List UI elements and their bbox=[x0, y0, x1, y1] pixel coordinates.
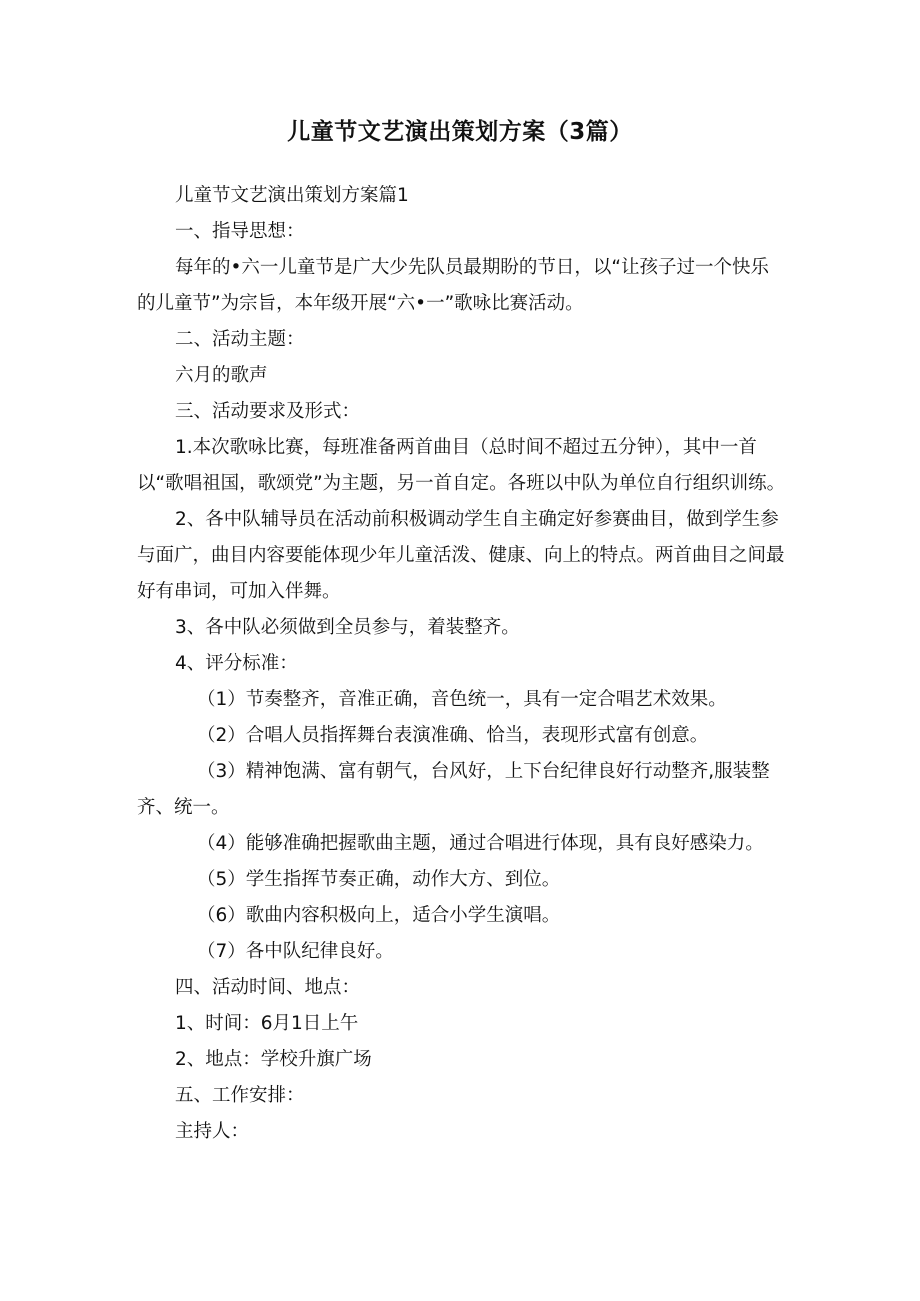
criteria-item: （1）节奏整齐，音准正确，音色统一，具有一定合唱艺术效果。 bbox=[197, 689, 727, 710]
paragraph: 2、各中队辅导员在活动前积极调动学生自主确定好参赛曲目，做到学生参与面广，曲目内容要能体现少年儿童活泼、健康、向上的特点。两首曲目之间最好有串词，可加入伴舞。 bbox=[137, 509, 785, 602]
paragraph: 2、地点：学校升旗广场 bbox=[175, 1049, 372, 1070]
criteria-item: （3）精神饱满、富有朝气，台风好，上下台纪律良好行动整齐,服装整齐、统一。 bbox=[137, 761, 770, 818]
criteria-item: （7）各中队纪律良好。 bbox=[197, 941, 394, 962]
paragraph: 一、指导思想： bbox=[175, 221, 305, 242]
paragraph: 主持人： bbox=[175, 1121, 250, 1142]
criteria-item: （6）歌曲内容积极向上，适合小学生演唱。 bbox=[197, 905, 561, 926]
paragraph: 1.本次歌咏比赛，每班准备两首曲目（总时间不超过五分钟），其中一首以“歌唱祖国，歌颂党”为主题，另一首自定。各班以中队为单位自行组织训练。 bbox=[137, 437, 786, 494]
criteria-item: （4）能够准确把握歌曲主题，通过合唱进行体现，具有良好感染力。 bbox=[197, 833, 764, 854]
criteria-item: （2）合唱人员指挥舞台表演准确、恰当，表现形式富有创意。 bbox=[197, 725, 709, 746]
section-heading: 儿童节文艺演出策划方案篇1 bbox=[175, 185, 409, 206]
paragraph: 二、活动主题： bbox=[175, 329, 305, 350]
paragraph: 六月的歌声 bbox=[175, 365, 268, 386]
paragraph: 三、活动要求及形式： bbox=[175, 401, 361, 422]
paragraph: 五、工作安排： bbox=[175, 1085, 305, 1106]
paragraph: 1、时间：6月1日上午 bbox=[175, 1013, 359, 1034]
paragraph: 四、活动时间、地点： bbox=[175, 977, 361, 998]
paragraph: 3、各中队必须做到全员参与，着装整齐。 bbox=[175, 617, 520, 638]
document-title: 儿童节文艺演出策划方案（3篇） bbox=[287, 119, 633, 145]
paragraph: 4、评分标准： bbox=[175, 653, 298, 674]
criteria-item: （5）学生指挥节奏正确，动作大方、到位。 bbox=[197, 869, 561, 890]
paragraph: 每年的•六一儿童节是广大少先队员最期盼的节日，以“让孩子过一个快乐的儿童节”为宗旨，本年级开展“六•一”歌咏比赛活动。 bbox=[137, 257, 769, 314]
document-body bbox=[137, 178, 787, 1150]
